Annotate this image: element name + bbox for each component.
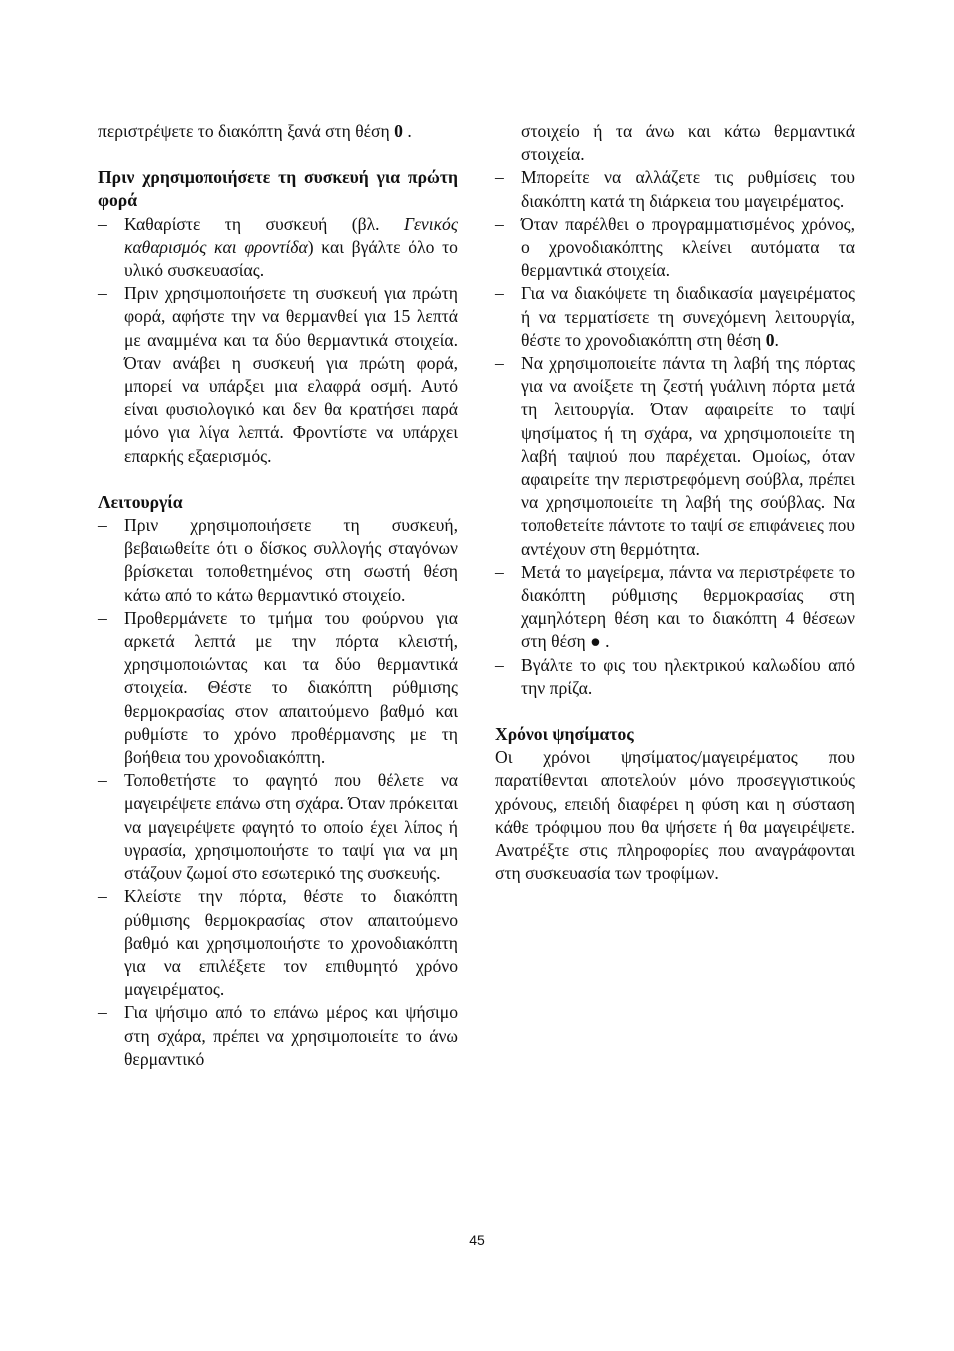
list-item: – Να χρησιμοποιείτε πάντα τη λαβή της πόρτας για να ανοίξετε τη ζεστή γυάλινη πόρτα μετά τη λειτουργία. Όταν αφαιρείτε το ταψί ψησίματος ή τη σχάρα, να χρησιμοποιείτε τη λαβή ταψιού που παρέχεται. Ομοίως, όταν αφαιρείτε την περιστρεφόμενη σούβλα, πρέπει να χρησιμοποιείτε τη λαβή της σούβλας. Να τοποθετείτε πάντοτε το ταψί σε επιφάνειες που αντέχουν στη θερμότητα. xyxy=(495,353,855,559)
list-item: – Όταν παρέλθει ο προγραμματισμένος χρόνος, ο χρονοδιακόπτης κλείνει αυτόματα τα θερμαντικά στοιχεία. xyxy=(495,213,855,281)
first-use-list xyxy=(98,213,458,468)
cooking-times-paragraph: Οι χρόνοι ψησίματος/μαγειρέματος που παρατίθενται αποτελούν μόνο προσεγγιστικούς χρόνους, επειδή διαφέρει η φύση και η σύσταση κάθε τρόφιμου που θα ψήσετε ή θα μαγειρέψετε. Ανατρέξτε στις πληροφορίες που αναγράφονται στη συσκευασία των τροφίμων. xyxy=(495,747,855,884)
list-item: – Βγάλτε το φις του ηλεκτρικού καλωδίου από την πρίζα. xyxy=(495,654,855,698)
operation-list xyxy=(98,514,458,1071)
list-item: – Πριν χρησιμοποιήσετε τη συσκευή, βεβαιωθείτε ότι ο δίσκος συλλογής σταγόνων βρίσκεται τοποθετημένος στη σωστή θέση κάτω από το κάτω θερμαντικό στοιχείο. xyxy=(98,515,458,605)
dash-bullet: – xyxy=(98,1002,107,1023)
section-title-operation: Λειτουργία xyxy=(98,491,183,512)
left-column xyxy=(98,120,458,1071)
list-item: – Μπορείτε να αλλάζετε τις ρυθμίσεις του διακόπτη κατά τη διάρκεια του μαγειρέματος. xyxy=(495,167,855,211)
section-title-cooking-times: Χρόνοι ψησίματος xyxy=(495,724,634,745)
dash-bullet: – xyxy=(495,283,504,304)
dash-bullet: – xyxy=(98,770,107,791)
section-title-first-use: Πριν χρησιμοποιήσετε τη συσκευή για πρώτη φορά xyxy=(98,167,458,211)
right-column xyxy=(495,120,855,886)
intro-paragraph: περιστρέψετε το διακόπτη ξανά στη θέση 0 . xyxy=(98,121,412,141)
list-item: – Πριν χρησιμοποιήσετε τη συσκευή για πρώτη φορά, αφήστε την να θερμανθεί για 15 λεπτά με αναμμένα και τα δύο θερμαντικά στοιχεία. Όταν ανάβει η συσκευή για πρώτη φορά, μπορεί να υπάρξει μια ελαφρά οσμή. Αυτό είναι φυσιολογικό και δεν θα κρατήσει παρά μόνο για λίγα λεπτά. Φροντίστε να υπάρχει επαρκής εξαερισμός. xyxy=(98,283,458,466)
position-zero: 0 xyxy=(394,121,403,141)
list-item: – Για ψήσιμο από το επάνω μέρος και ψήσιμο στη σχάρα, πρέπει να χρησιμοποιείτε το άνω θερμαντικό xyxy=(98,1002,458,1069)
list-item: – Τοποθετήστε το φαγητό που θέλετε να μαγειρέψετε επάνω στη σχάρα. Όταν πρόκειται να μαγειρέψετε φαγητό το οποίο έχει λίπος ή υγρασία, χρησιμοποιήστε το ταψί για να μη στάζουν ζωμοί στο εσωτερικό της συσκευής. xyxy=(98,770,458,884)
dash-bullet: – xyxy=(495,167,504,188)
dash-bullet: – xyxy=(98,607,107,628)
position-zero: 0 xyxy=(765,329,775,350)
dash-bullet: – xyxy=(495,654,504,675)
dash-bullet: – xyxy=(495,353,504,374)
dash-bullet: – xyxy=(495,561,504,582)
dash-bullet: – xyxy=(98,886,107,907)
list-item: – Μετά το μαγείρεμα, πάντα να περιστρέφετε το διακόπτη ρύθμισης θερμοκρασίας στη χαμηλότερη θέση και το διακόπτη 4 θέσεων στη θέση ● . xyxy=(495,561,855,652)
page-number: 45 xyxy=(469,1232,485,1248)
dash-bullet: – xyxy=(98,283,107,304)
reference-italic: Γενικός καθαρισμός και φροντίδα xyxy=(124,213,458,257)
operation-list-continued xyxy=(495,120,855,700)
list-item: – Προθερμάνετε το τμήμα του φούρνου για αρκετά λεπτά με την πόρτα κλειστή, χρησιμοποιώντας και τα δύο θερμαντικά στοιχεία. Θέστε το διακόπτη ρύθμισης θερμοκρασίας στον απαιτούμενο βαθμό και ρυθμίστε το χρόνο προθέρμανσης με τη βοήθεια του χρονοδιακόπτη. xyxy=(98,607,458,768)
dash-bullet: – xyxy=(495,213,504,234)
list-item: – Καθαρίστε τη συσκευή (βλ. Γενικός καθαρισμός και φροντίδα) και βγάλτε όλο το υλικό συσκευασίας. xyxy=(98,213,458,281)
dash-bullet: – xyxy=(98,515,107,536)
list-item: – Για να διακόψετε τη διαδικασία μαγειρέματος ή να τερματίσετε τη συνεχόμενη λειτουργία, θέστε το χρονοδιακόπτη στη θέση 0. xyxy=(495,283,855,350)
list-item: – Κλείστε την πόρτα, θέστε το διακόπτη ρύθμισης θερμοκρασίας στον απαιτούμενο βαθμό και χρησιμοποιήστε το χρονοδιακόπτη για να επιλέξετε τον επιθυμητό χρόνο μαγειρέματος. xyxy=(98,886,458,1000)
filled-circle-icon: ● xyxy=(590,631,601,652)
list-item-continuation: στοιχείο ή τα άνω και κάτω θερμαντικά στοιχεία. xyxy=(521,121,855,165)
dash-bullet: – xyxy=(98,213,107,234)
